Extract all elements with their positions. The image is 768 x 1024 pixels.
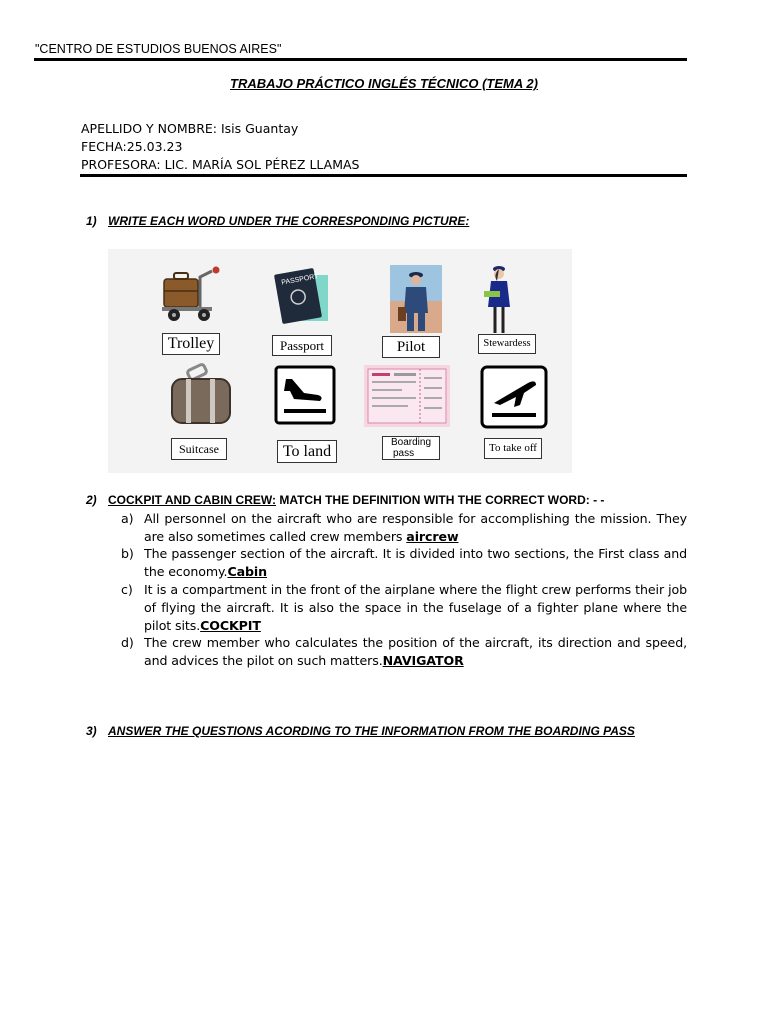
passport-icon: [272, 267, 334, 325]
question-3-number: 3): [86, 724, 97, 738]
label-stewardess: Stewardess: [478, 334, 536, 354]
label-passport: Passport: [272, 335, 332, 356]
definition-c: [121, 581, 687, 634]
stewardess-icon: [478, 263, 520, 335]
suitcase-icon: [166, 363, 236, 427]
question-3-text: ANSWER THE QUESTIONS ACORDING TO THE INFORMATION FROM THE BOARDING PASS: [108, 724, 635, 738]
date-line: FECHA:25.03.23: [81, 139, 183, 154]
teacher-line: PROFESORA: LIC. MARÍA SOL PÉREZ LLAMAS: [81, 157, 360, 172]
label-trolley: Trolley: [162, 333, 220, 355]
definition-b-text: The passenger section of the aircraft. It is divided into two sections, the First class and the economy.: [144, 546, 687, 579]
definition-c-label: c): [121, 582, 133, 597]
landing-icon: [274, 365, 336, 425]
label-to-take-off: To take off: [484, 438, 542, 459]
student-name-line: APELLIDO Y NOMBRE: Isis Guantay: [81, 121, 299, 136]
pilot-icon: [390, 265, 442, 333]
top-rule: [34, 58, 687, 61]
question-3: [86, 724, 635, 738]
takeoff-icon: [480, 365, 548, 429]
label-pilot: Pilot: [382, 336, 440, 358]
definition-b: [121, 545, 687, 581]
label-boarding-pass: [382, 436, 440, 460]
question-2: [86, 493, 604, 507]
definition-b-answer: Cabin: [227, 563, 268, 579]
header-rule: [80, 174, 687, 177]
question-2-instruction: MATCH THE DEFINITION WITH THE CORRECT WORD: - -: [276, 493, 605, 507]
definition-d-text: The crew member who calculates the position of the aircraft, its direction and speed, and advices the pilot on such matters.: [144, 635, 687, 668]
question-2-topic: COCKPIT AND CABIN CREW:: [108, 493, 276, 507]
definition-a-label: a): [121, 511, 134, 526]
institution-name: "CENTRO DE ESTUDIOS BUENOS AIRES": [35, 42, 282, 56]
trolley-icon: [160, 265, 230, 323]
label-boarding-line-2: pass: [393, 448, 415, 459]
label-to-land: To land: [277, 440, 337, 463]
boarding-pass-icon: [364, 365, 450, 427]
label-boarding-line-1: Boarding: [390, 437, 432, 448]
definition-b-label: b): [121, 546, 134, 561]
question-1-number: 1): [86, 214, 97, 228]
definition-c-answer: COCKPIT: [200, 617, 261, 633]
label-suitcase: Suitcase: [171, 438, 227, 460]
definition-c-body: [144, 581, 687, 634]
question-1-text: WRITE EACH WORD UNDER THE CORRESPONDING PICTURE:: [108, 214, 470, 228]
picture-grid: [108, 249, 572, 473]
definition-a-body: [144, 510, 687, 546]
definition-a: [121, 510, 687, 546]
definition-d-answer: NAVIGATOR: [382, 652, 464, 668]
definition-d-label: d): [121, 635, 134, 650]
svg-text:PASSPORT: PASSPORT: [280, 273, 320, 287]
definition-d-body: [144, 634, 687, 670]
definition-b-body: [144, 545, 687, 581]
definition-d: [121, 634, 687, 670]
page-title: TRABAJO PRÁCTICO INGLÉS TÉCNICO (TEMA 2): [230, 76, 538, 91]
definition-c-text: It is a compartment in the front of the airplane where the flight crew performs their job of flying the aircraft. It is also the space in the fuselage of a fighter plane where the pilot sits.: [144, 582, 687, 633]
question-2-number: 2): [86, 493, 97, 507]
definition-a-text: All personnel on the aircraft who are responsible for accomplishing the mission. They are also sometimes called crew members: [144, 511, 687, 544]
question-1: [86, 214, 469, 228]
definition-a-answer: aircrew: [406, 528, 459, 544]
